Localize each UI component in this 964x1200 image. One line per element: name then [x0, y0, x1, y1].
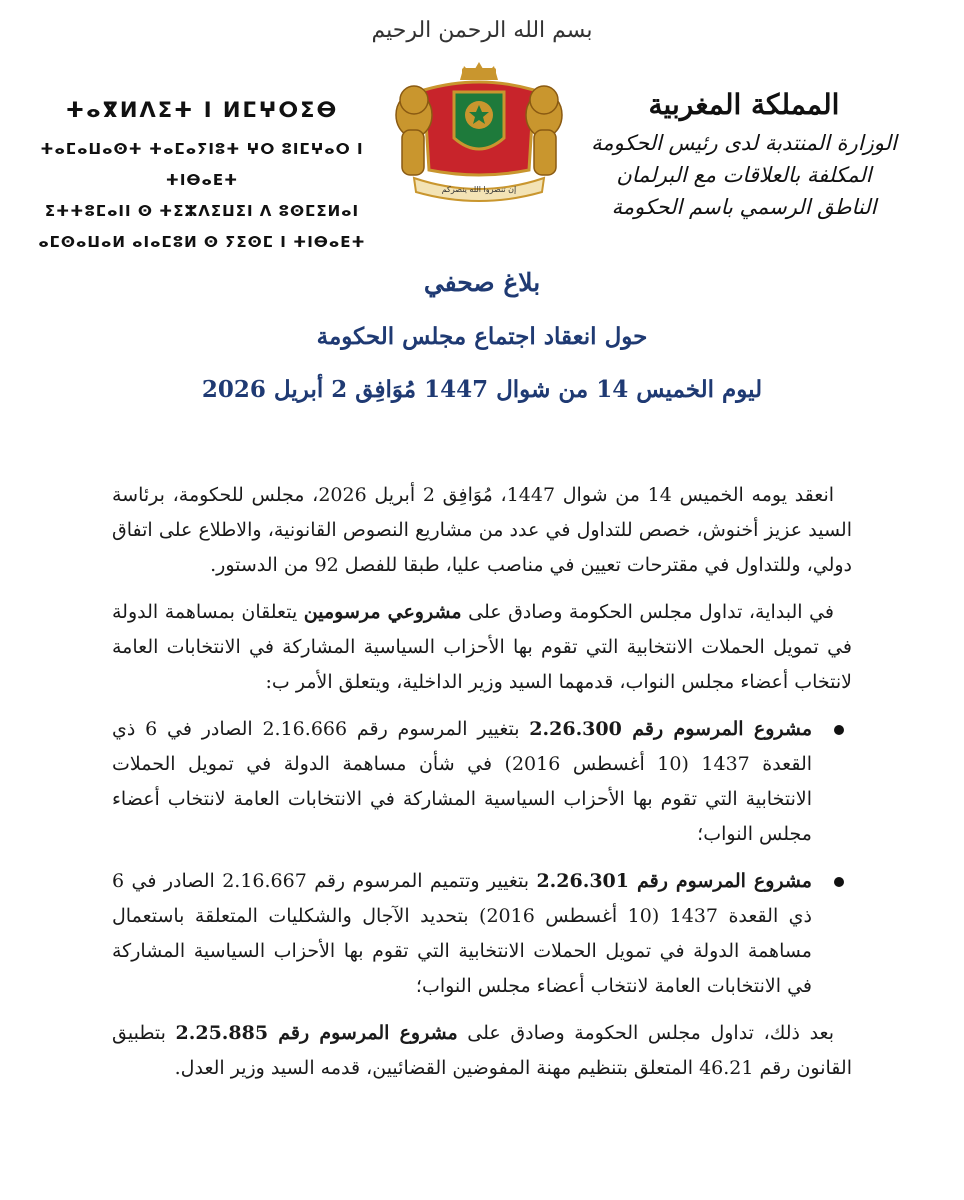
tifinagh-line: ⵉⵜⵜⵓⵎⴰⵏⵏ ⵙ ⵜⵉⵣⴷⵉⵡⵉⵏ ⴷ ⵓⵙⵎⵉⵍⴰⵏ	[44, 202, 360, 220]
tifinagh-title: ⵜⴰⴳⵍⴷⵉⵜ ⵏ ⵍⵎⵖⵔⵉⴱ	[65, 98, 339, 122]
paragraph-justice: بعد ذلك، تداول مجلس الحكومة وصادق على مشروع المرسوم رقم 2.25.885 بتطبيق القانون رقم 46.21 المتعلق بتنظيم مهنة المفوضين القضائيين، قدمه السيد وزير العدل.	[112, 1022, 852, 1079]
list-item: مشروع المرسوم رقم 2.26.300 بتغيير المرسوم رقم 2.16.666 الصادر في 6 ذي القعدة 1437 (10 أغسطس 2016) في شأن مساهمة الدولة في تمويل الحملات الانتخابية التي تقوم بها الأحزاب السياسية المشاركة في الانتخابات العامة لانتخاب أعضاء مجلس النواب؛	[112, 712, 812, 852]
page-date: ليوم الخميس 14 من شوال 1447 مُوَافِق 2 أبريل 2026	[201, 376, 763, 403]
bold-term: مشروع المرسوم رقم 2.26.300	[529, 718, 813, 740]
ministry-line: الوزارة المنتدبة لدى رئيس الحكومة	[591, 131, 897, 155]
bold-term: مشروع المرسوم رقم 2.25.885	[175, 1022, 458, 1044]
document-titles	[0, 268, 964, 403]
emblem-motto: إن تنصروا الله ينصركم	[441, 185, 517, 194]
royal-emblem-icon	[384, 60, 574, 210]
lion-left-icon	[396, 86, 432, 175]
tifinagh-line: ⵜⴰⵎⴰⵡⴰⵙⵜ ⵜⴰⵎⴰⵢⵏⵓⵜ ⵖⵔ ⵓⵏⵎⵖⴰⵔ ⵏ ⵜⵏⴱⴰⴹⵜ	[40, 140, 364, 189]
ministry-line: الناطق الرسمي باسم الحكومة	[611, 195, 877, 219]
crown-icon	[460, 62, 498, 80]
basmala: بسم الله الرحمن الرحيم	[371, 18, 593, 43]
bold-term: مشروعي مرسومين	[303, 601, 462, 623]
bold-term: مشروع المرسوم رقم 2.26.301	[536, 870, 812, 892]
ministry-line: المكلفة بالعلاقات مع البرلمان	[616, 163, 872, 187]
ministry-header	[564, 88, 924, 223]
page-subtitle: حول انعقاد اجتماع مجلس الحكومة	[316, 323, 648, 350]
paragraph-decrees: في البداية، تداول مجلس الحكومة وصادق على مشروعي مرسومين يتعلقان بمساهمة الدولة في تمويل الحملات الانتخابية التي تقوم بها الأحزاب السياسية المشاركة في الانتخابات العامة لانتخاب أعضاء مجلس النواب، قدمهما السيد وزير الداخلية، ويتعلق الأمر ب:	[112, 601, 852, 693]
list-item: مشروع المرسوم رقم 2.26.301 بتغيير وتتميم المرسوم رقم 2.16.667 الصادر في 6 ذي القعدة 1437 (10 أغسطس 2016) بتحديد الآجال والشكليات المتعلقة باستعمال مساهمة الدولة في تمويل الحملات الانتخابية التي تقوم بها الأحزاب السياسية المشاركة في الانتخابات العامة لانتخاب أعضاء مجلس النواب؛	[112, 864, 812, 1004]
tifinagh-header	[22, 98, 382, 258]
page-title: بلاغ صحفي	[423, 268, 541, 297]
press-release-body	[112, 478, 852, 1098]
paragraph-intro: انعقد يومه الخميس 14 من شوال 1447، مُوَافِق 2 أبريل 2026، مجلس للحكومة، برئاسة السيد عزيز أخنوش، خصص للتداول في عدد من مشاريع النصوص القانونية، والاطلاع على اتفاق دولي، وللتداول في مقترحات تعيين في مناصب عليا، طبقا للفصل 92 من الدستور.	[112, 484, 852, 576]
kingdom-title: المملكة المغربية	[648, 88, 840, 121]
decree-list	[112, 712, 852, 1004]
lion-right-icon	[526, 86, 562, 175]
tifinagh-line: ⴰⵎⵙⴰⵡⴰⵍ ⴰⵏⴰⵎⵓⵍ ⵙ ⵢⵉⵙⵎ ⵏ ⵜⵏⴱⴰⴹⵜ	[38, 233, 366, 251]
